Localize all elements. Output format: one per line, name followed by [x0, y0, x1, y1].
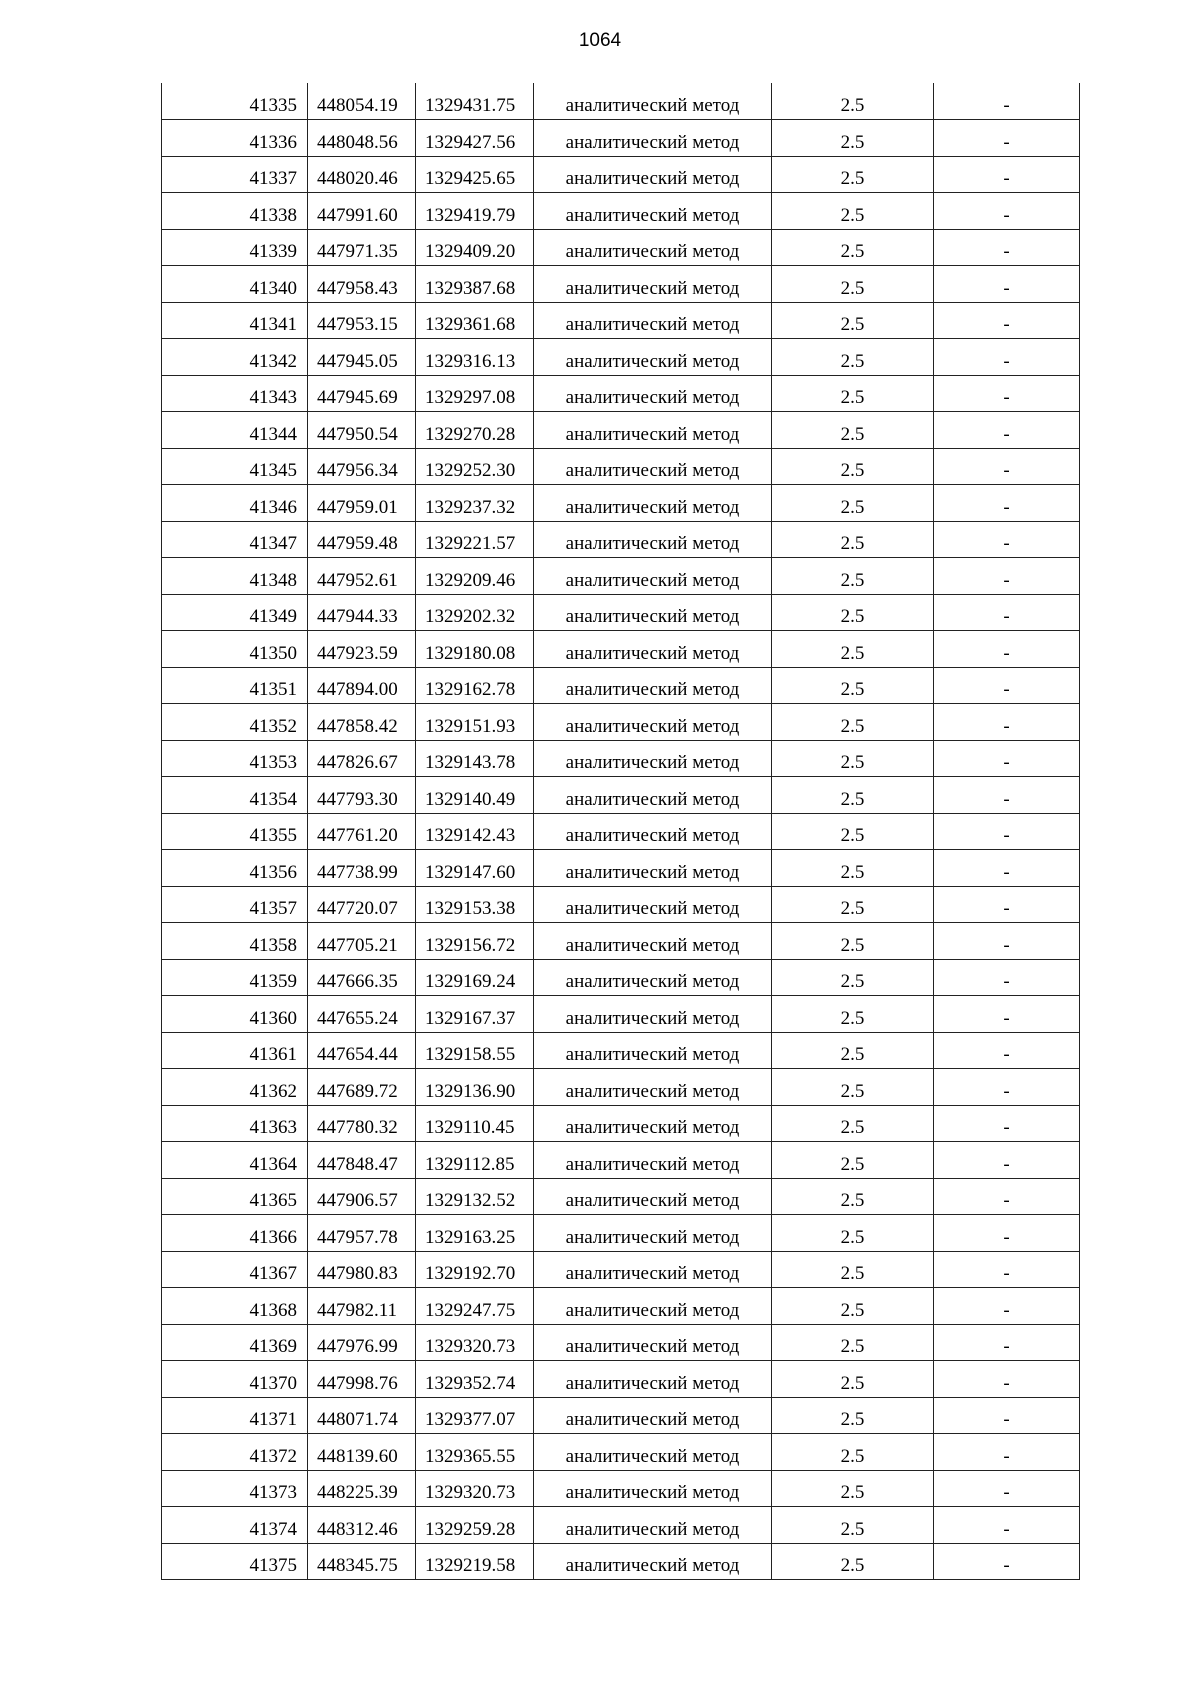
x-coordinate-cell: 447848.47 — [308, 1142, 416, 1179]
table-row — [162, 1069, 1080, 1106]
x-coordinate-cell: 447720.07 — [308, 886, 416, 923]
point-number-cell: 41342 — [162, 339, 308, 376]
table-row — [162, 1324, 1080, 1361]
coordinates-table — [161, 83, 1080, 1580]
accuracy-cell: 2.5 — [772, 120, 934, 157]
x-coordinate-cell: 447976.99 — [308, 1324, 416, 1361]
table-row — [162, 850, 1080, 887]
x-coordinate-cell: 448225.39 — [308, 1470, 416, 1507]
accuracy-cell: 2.5 — [772, 777, 934, 814]
x-coordinate-cell: 447923.59 — [308, 631, 416, 668]
table-row — [162, 521, 1080, 558]
method-cell: аналитический метод — [534, 83, 772, 120]
table-row — [162, 156, 1080, 193]
x-coordinate-cell: 447953.15 — [308, 302, 416, 339]
x-coordinate-cell: 447793.30 — [308, 777, 416, 814]
table-row — [162, 886, 1080, 923]
y-coordinate-cell: 1329259.28 — [416, 1507, 534, 1544]
accuracy-cell: 2.5 — [772, 1397, 934, 1434]
table-row — [162, 1397, 1080, 1434]
method-cell: аналитический метод — [534, 850, 772, 887]
table-row — [162, 1215, 1080, 1252]
y-coordinate-cell: 1329136.90 — [416, 1069, 534, 1106]
accuracy-cell: 2.5 — [772, 448, 934, 485]
table-row — [162, 412, 1080, 449]
y-coordinate-cell: 1329427.56 — [416, 120, 534, 157]
table-row — [162, 813, 1080, 850]
y-coordinate-cell: 1329270.28 — [416, 412, 534, 449]
method-cell: аналитический метод — [534, 740, 772, 777]
method-cell: аналитический метод — [534, 1543, 772, 1580]
method-cell: аналитический метод — [534, 1434, 772, 1471]
note-cell: - — [934, 1178, 1080, 1215]
note-cell: - — [934, 1288, 1080, 1325]
x-coordinate-cell: 447971.35 — [308, 229, 416, 266]
x-coordinate-cell: 447858.42 — [308, 704, 416, 741]
y-coordinate-cell: 1329180.08 — [416, 631, 534, 668]
point-number-cell: 41349 — [162, 594, 308, 631]
y-coordinate-cell: 1329409.20 — [416, 229, 534, 266]
table-row — [162, 375, 1080, 412]
method-cell: аналитический метод — [534, 485, 772, 522]
y-coordinate-cell: 1329237.32 — [416, 485, 534, 522]
note-cell: - — [934, 1434, 1080, 1471]
x-coordinate-cell: 447894.00 — [308, 667, 416, 704]
accuracy-cell: 2.5 — [772, 266, 934, 303]
point-number-cell: 41354 — [162, 777, 308, 814]
note-cell: - — [934, 448, 1080, 485]
point-number-cell: 41359 — [162, 959, 308, 996]
x-coordinate-cell: 447957.78 — [308, 1215, 416, 1252]
method-cell: аналитический метод — [534, 1069, 772, 1106]
method-cell: аналитический метод — [534, 777, 772, 814]
x-coordinate-cell: 448054.19 — [308, 83, 416, 120]
note-cell: - — [934, 1032, 1080, 1069]
y-coordinate-cell: 1329320.73 — [416, 1470, 534, 1507]
point-number-cell: 41362 — [162, 1069, 308, 1106]
method-cell: аналитический метод — [534, 302, 772, 339]
point-number-cell: 41361 — [162, 1032, 308, 1069]
method-cell: аналитический метод — [534, 631, 772, 668]
accuracy-cell: 2.5 — [772, 412, 934, 449]
x-coordinate-cell: 447959.48 — [308, 521, 416, 558]
point-number-cell: 41348 — [162, 558, 308, 595]
point-number-cell: 41344 — [162, 412, 308, 449]
note-cell: - — [934, 558, 1080, 595]
accuracy-cell: 2.5 — [772, 229, 934, 266]
accuracy-cell: 2.5 — [772, 1507, 934, 1544]
accuracy-cell: 2.5 — [772, 558, 934, 595]
table-row — [162, 1507, 1080, 1544]
accuracy-cell: 2.5 — [772, 1032, 934, 1069]
y-coordinate-cell: 1329221.57 — [416, 521, 534, 558]
coordinates-table-body — [162, 83, 1080, 1580]
x-coordinate-cell: 448071.74 — [308, 1397, 416, 1434]
accuracy-cell: 2.5 — [772, 1251, 934, 1288]
y-coordinate-cell: 1329365.55 — [416, 1434, 534, 1471]
note-cell: - — [934, 740, 1080, 777]
method-cell: аналитический метод — [534, 1251, 772, 1288]
x-coordinate-cell: 448020.46 — [308, 156, 416, 193]
point-number-cell: 41347 — [162, 521, 308, 558]
y-coordinate-cell: 1329151.93 — [416, 704, 534, 741]
x-coordinate-cell: 447998.76 — [308, 1361, 416, 1398]
table-row — [162, 1543, 1080, 1580]
y-coordinate-cell: 1329143.78 — [416, 740, 534, 777]
y-coordinate-cell: 1329431.75 — [416, 83, 534, 120]
note-cell: - — [934, 339, 1080, 376]
table-row — [162, 558, 1080, 595]
table-row — [162, 996, 1080, 1033]
method-cell: аналитический метод — [534, 959, 772, 996]
method-cell: аналитический метод — [534, 521, 772, 558]
accuracy-cell: 2.5 — [772, 813, 934, 850]
table-row — [162, 1105, 1080, 1142]
point-number-cell: 41363 — [162, 1105, 308, 1142]
method-cell: аналитический метод — [534, 266, 772, 303]
table-row — [162, 448, 1080, 485]
method-cell: аналитический метод — [534, 448, 772, 485]
point-number-cell: 41338 — [162, 193, 308, 230]
method-cell: аналитический метод — [534, 923, 772, 960]
note-cell: - — [934, 959, 1080, 996]
point-number-cell: 41343 — [162, 375, 308, 412]
table-row — [162, 266, 1080, 303]
point-number-cell: 41374 — [162, 1507, 308, 1544]
method-cell: аналитический метод — [534, 558, 772, 595]
method-cell: аналитический метод — [534, 1507, 772, 1544]
point-number-cell: 41345 — [162, 448, 308, 485]
y-coordinate-cell: 1329142.43 — [416, 813, 534, 850]
method-cell: аналитический метод — [534, 375, 772, 412]
accuracy-cell: 2.5 — [772, 1105, 934, 1142]
table-row — [162, 1032, 1080, 1069]
point-number-cell: 41366 — [162, 1215, 308, 1252]
table-row — [162, 740, 1080, 777]
note-cell: - — [934, 120, 1080, 157]
method-cell: аналитический метод — [534, 229, 772, 266]
accuracy-cell: 2.5 — [772, 83, 934, 120]
point-number-cell: 41351 — [162, 667, 308, 704]
point-number-cell: 41365 — [162, 1178, 308, 1215]
y-coordinate-cell: 1329297.08 — [416, 375, 534, 412]
accuracy-cell: 2.5 — [772, 1178, 934, 1215]
x-coordinate-cell: 447956.34 — [308, 448, 416, 485]
x-coordinate-cell: 447958.43 — [308, 266, 416, 303]
x-coordinate-cell: 447761.20 — [308, 813, 416, 850]
point-number-cell: 41358 — [162, 923, 308, 960]
y-coordinate-cell: 1329192.70 — [416, 1251, 534, 1288]
point-number-cell: 41367 — [162, 1251, 308, 1288]
x-coordinate-cell: 447991.60 — [308, 193, 416, 230]
table-row — [162, 923, 1080, 960]
table-row — [162, 631, 1080, 668]
point-number-cell: 41353 — [162, 740, 308, 777]
method-cell: аналитический метод — [534, 193, 772, 230]
note-cell: - — [934, 631, 1080, 668]
y-coordinate-cell: 1329153.38 — [416, 886, 534, 923]
table-row — [162, 1361, 1080, 1398]
y-coordinate-cell: 1329361.68 — [416, 302, 534, 339]
accuracy-cell: 2.5 — [772, 923, 934, 960]
y-coordinate-cell: 1329387.68 — [416, 266, 534, 303]
table-row — [162, 777, 1080, 814]
note-cell: - — [934, 1543, 1080, 1580]
y-coordinate-cell: 1329316.13 — [416, 339, 534, 376]
y-coordinate-cell: 1329202.32 — [416, 594, 534, 631]
note-cell: - — [934, 1215, 1080, 1252]
accuracy-cell: 2.5 — [772, 1470, 934, 1507]
note-cell: - — [934, 1470, 1080, 1507]
note-cell: - — [934, 1142, 1080, 1179]
point-number-cell: 41350 — [162, 631, 308, 668]
table-row — [162, 193, 1080, 230]
note-cell: - — [934, 996, 1080, 1033]
point-number-cell: 41340 — [162, 266, 308, 303]
method-cell: аналитический метод — [534, 1397, 772, 1434]
table-row — [162, 1434, 1080, 1471]
method-cell: аналитический метод — [534, 412, 772, 449]
x-coordinate-cell: 447738.99 — [308, 850, 416, 887]
method-cell: аналитический метод — [534, 813, 772, 850]
method-cell: аналитический метод — [534, 1361, 772, 1398]
accuracy-cell: 2.5 — [772, 594, 934, 631]
accuracy-cell: 2.5 — [772, 521, 934, 558]
method-cell: аналитический метод — [534, 667, 772, 704]
point-number-cell: 41372 — [162, 1434, 308, 1471]
table-row — [162, 959, 1080, 996]
table-row — [162, 1470, 1080, 1507]
note-cell: - — [934, 1324, 1080, 1361]
accuracy-cell: 2.5 — [772, 339, 934, 376]
point-number-cell: 41375 — [162, 1543, 308, 1580]
note-cell: - — [934, 375, 1080, 412]
note-cell: - — [934, 229, 1080, 266]
x-coordinate-cell: 447944.33 — [308, 594, 416, 631]
accuracy-cell: 2.5 — [772, 156, 934, 193]
y-coordinate-cell: 1329147.60 — [416, 850, 534, 887]
y-coordinate-cell: 1329209.46 — [416, 558, 534, 595]
note-cell: - — [934, 193, 1080, 230]
method-cell: аналитический метод — [534, 1032, 772, 1069]
x-coordinate-cell: 448048.56 — [308, 120, 416, 157]
x-coordinate-cell: 447655.24 — [308, 996, 416, 1033]
x-coordinate-cell: 448139.60 — [308, 1434, 416, 1471]
note-cell: - — [934, 667, 1080, 704]
y-coordinate-cell: 1329162.78 — [416, 667, 534, 704]
note-cell: - — [934, 156, 1080, 193]
point-number-cell: 41355 — [162, 813, 308, 850]
point-number-cell: 41370 — [162, 1361, 308, 1398]
y-coordinate-cell: 1329247.75 — [416, 1288, 534, 1325]
y-coordinate-cell: 1329158.55 — [416, 1032, 534, 1069]
method-cell: аналитический метод — [534, 1470, 772, 1507]
method-cell: аналитический метод — [534, 594, 772, 631]
method-cell: аналитический метод — [534, 339, 772, 376]
y-coordinate-cell: 1329352.74 — [416, 1361, 534, 1398]
x-coordinate-cell: 448312.46 — [308, 1507, 416, 1544]
y-coordinate-cell: 1329132.52 — [416, 1178, 534, 1215]
accuracy-cell: 2.5 — [772, 959, 934, 996]
accuracy-cell: 2.5 — [772, 1361, 934, 1398]
point-number-cell: 41341 — [162, 302, 308, 339]
method-cell: аналитический метод — [534, 1178, 772, 1215]
accuracy-cell: 2.5 — [772, 1434, 934, 1471]
y-coordinate-cell: 1329377.07 — [416, 1397, 534, 1434]
y-coordinate-cell: 1329163.25 — [416, 1215, 534, 1252]
point-number-cell: 41337 — [162, 156, 308, 193]
x-coordinate-cell: 447666.35 — [308, 959, 416, 996]
point-number-cell: 41352 — [162, 704, 308, 741]
y-coordinate-cell: 1329219.58 — [416, 1543, 534, 1580]
table-row — [162, 229, 1080, 266]
note-cell: - — [934, 412, 1080, 449]
accuracy-cell: 2.5 — [772, 886, 934, 923]
note-cell: - — [934, 1507, 1080, 1544]
note-cell: - — [934, 1361, 1080, 1398]
accuracy-cell: 2.5 — [772, 485, 934, 522]
note-cell: - — [934, 813, 1080, 850]
table-row — [162, 120, 1080, 157]
accuracy-cell: 2.5 — [772, 1324, 934, 1361]
accuracy-cell: 2.5 — [772, 631, 934, 668]
method-cell: аналитический метод — [534, 1142, 772, 1179]
x-coordinate-cell: 447654.44 — [308, 1032, 416, 1069]
y-coordinate-cell: 1329252.30 — [416, 448, 534, 485]
table-row — [162, 1251, 1080, 1288]
x-coordinate-cell: 447950.54 — [308, 412, 416, 449]
note-cell: - — [934, 83, 1080, 120]
note-cell: - — [934, 777, 1080, 814]
point-number-cell: 41336 — [162, 120, 308, 157]
accuracy-cell: 2.5 — [772, 1215, 934, 1252]
y-coordinate-cell: 1329419.79 — [416, 193, 534, 230]
method-cell: аналитический метод — [534, 704, 772, 741]
accuracy-cell: 2.5 — [772, 193, 934, 230]
note-cell: - — [934, 594, 1080, 631]
point-number-cell: 41369 — [162, 1324, 308, 1361]
accuracy-cell: 2.5 — [772, 1069, 934, 1106]
y-coordinate-cell: 1329167.37 — [416, 996, 534, 1033]
accuracy-cell: 2.5 — [772, 740, 934, 777]
x-coordinate-cell: 447945.69 — [308, 375, 416, 412]
accuracy-cell: 2.5 — [772, 1142, 934, 1179]
method-cell: аналитический метод — [534, 1324, 772, 1361]
x-coordinate-cell: 447826.67 — [308, 740, 416, 777]
table-row — [162, 83, 1080, 120]
point-number-cell: 41357 — [162, 886, 308, 923]
table-row — [162, 594, 1080, 631]
accuracy-cell: 2.5 — [772, 1543, 934, 1580]
note-cell: - — [934, 302, 1080, 339]
table-row — [162, 302, 1080, 339]
point-number-cell: 41335 — [162, 83, 308, 120]
point-number-cell: 41356 — [162, 850, 308, 887]
point-number-cell: 41339 — [162, 229, 308, 266]
x-coordinate-cell: 447689.72 — [308, 1069, 416, 1106]
accuracy-cell: 2.5 — [772, 375, 934, 412]
accuracy-cell: 2.5 — [772, 996, 934, 1033]
y-coordinate-cell: 1329425.65 — [416, 156, 534, 193]
note-cell: - — [934, 1105, 1080, 1142]
x-coordinate-cell: 447982.11 — [308, 1288, 416, 1325]
table-row — [162, 1178, 1080, 1215]
y-coordinate-cell: 1329140.49 — [416, 777, 534, 814]
table-row — [162, 485, 1080, 522]
method-cell: аналитический метод — [534, 120, 772, 157]
x-coordinate-cell: 447952.61 — [308, 558, 416, 595]
x-coordinate-cell: 447906.57 — [308, 1178, 416, 1215]
table-row — [162, 667, 1080, 704]
point-number-cell: 41368 — [162, 1288, 308, 1325]
note-cell: - — [934, 850, 1080, 887]
x-coordinate-cell: 447959.01 — [308, 485, 416, 522]
note-cell: - — [934, 886, 1080, 923]
point-number-cell: 41346 — [162, 485, 308, 522]
method-cell: аналитический метод — [534, 1288, 772, 1325]
y-coordinate-cell: 1329156.72 — [416, 923, 534, 960]
x-coordinate-cell: 447780.32 — [308, 1105, 416, 1142]
table-row — [162, 1142, 1080, 1179]
note-cell: - — [934, 266, 1080, 303]
accuracy-cell: 2.5 — [772, 704, 934, 741]
point-number-cell: 41364 — [162, 1142, 308, 1179]
y-coordinate-cell: 1329112.85 — [416, 1142, 534, 1179]
x-coordinate-cell: 448345.75 — [308, 1543, 416, 1580]
method-cell: аналитический метод — [534, 156, 772, 193]
note-cell: - — [934, 1251, 1080, 1288]
table-row — [162, 339, 1080, 376]
page-number: 1064 — [578, 30, 622, 51]
y-coordinate-cell: 1329320.73 — [416, 1324, 534, 1361]
method-cell: аналитический метод — [534, 1105, 772, 1142]
note-cell: - — [934, 521, 1080, 558]
accuracy-cell: 2.5 — [772, 1288, 934, 1325]
accuracy-cell: 2.5 — [772, 667, 934, 704]
note-cell: - — [934, 485, 1080, 522]
accuracy-cell: 2.5 — [772, 850, 934, 887]
method-cell: аналитический метод — [534, 996, 772, 1033]
method-cell: аналитический метод — [534, 886, 772, 923]
note-cell: - — [934, 1397, 1080, 1434]
table-row — [162, 704, 1080, 741]
note-cell: - — [934, 1069, 1080, 1106]
x-coordinate-cell: 447945.05 — [308, 339, 416, 376]
note-cell: - — [934, 923, 1080, 960]
y-coordinate-cell: 1329110.45 — [416, 1105, 534, 1142]
table-row — [162, 1288, 1080, 1325]
method-cell: аналитический метод — [534, 1215, 772, 1252]
x-coordinate-cell: 447980.83 — [308, 1251, 416, 1288]
x-coordinate-cell: 447705.21 — [308, 923, 416, 960]
y-coordinate-cell: 1329169.24 — [416, 959, 534, 996]
note-cell: - — [934, 704, 1080, 741]
accuracy-cell: 2.5 — [772, 302, 934, 339]
point-number-cell: 41360 — [162, 996, 308, 1033]
point-number-cell: 41371 — [162, 1397, 308, 1434]
point-number-cell: 41373 — [162, 1470, 308, 1507]
